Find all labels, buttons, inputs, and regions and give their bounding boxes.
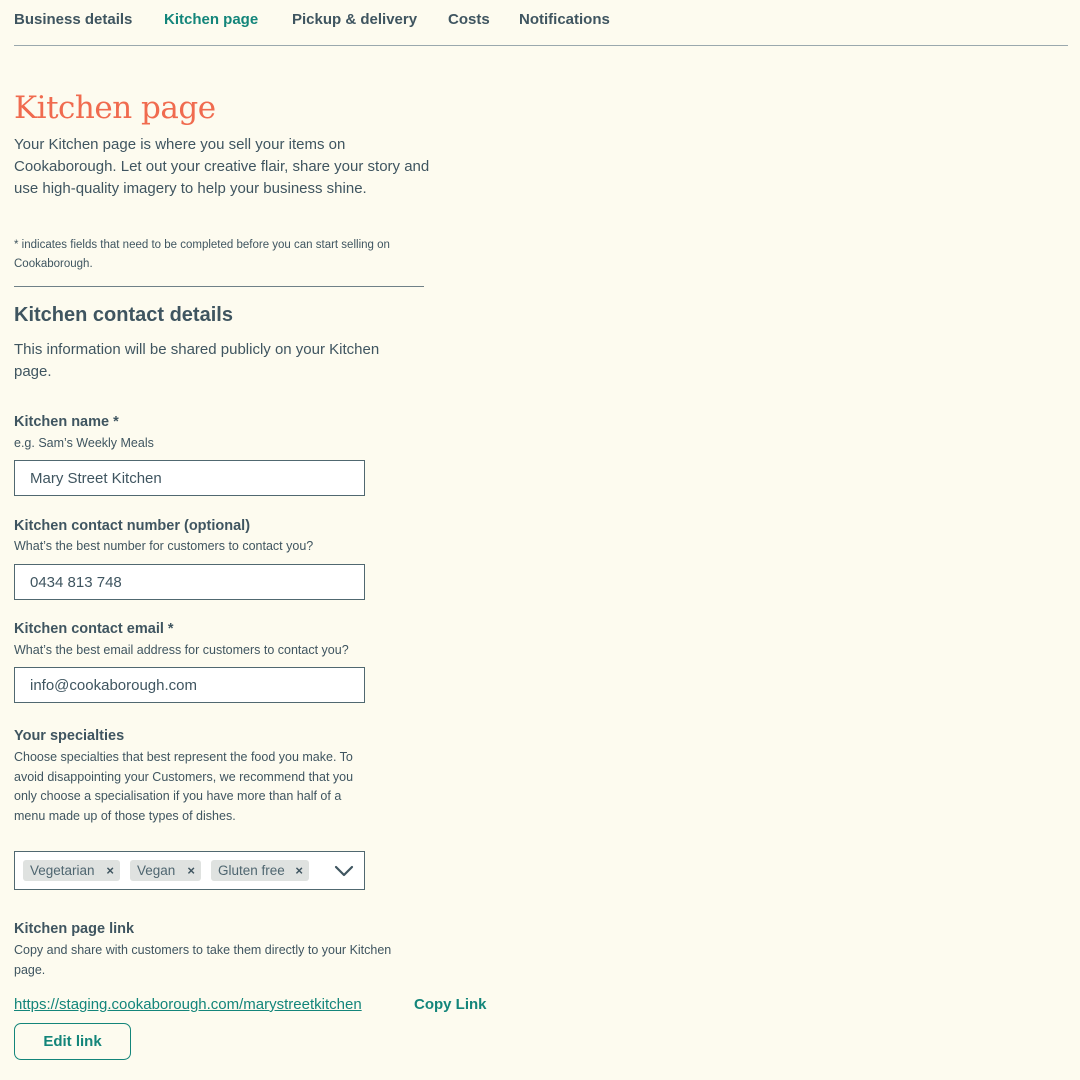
page-link-label: Kitchen page link [14,921,135,937]
section-title: Kitchen contact details [14,304,233,326]
kitchen-name-hint: e.g. Sam’s Weekly Meals [14,436,154,450]
edit-link-button[interactable]: Edit link [14,1023,131,1060]
tab-pickup-delivery[interactable]: Pickup & delivery [292,11,418,28]
section-description: This information will be shared publicly on your Kitchen page. [14,341,380,380]
specialties-multiselect[interactable] [14,851,365,890]
kitchen-name-label: Kitchen name * [14,414,119,430]
contact-email-hint: What’s the best email address for customers to contact you? [14,643,349,657]
specialties-label: Your specialties [14,728,125,744]
tab-business-details[interactable]: Business details [14,11,133,28]
specialty-chip [23,860,120,881]
chevron-down-icon[interactable] [334,861,354,881]
contact-number-input[interactable] [14,564,365,600]
tab-costs[interactable]: Costs [448,11,490,28]
section-divider [14,286,424,287]
contact-email-input[interactable] [14,667,365,703]
page-link-hint: Copy and share with customers to take them directly to your Kitchen page. [14,943,392,977]
specialty-chip-label: Gluten free [218,863,285,878]
remove-chip-icon[interactable]: × [295,863,303,878]
required-fields-note: * indicates fields that need to be completed before you can start selling on Cookaborough. [14,239,390,270]
copy-link-button[interactable]: Copy Link [414,996,487,1013]
specialties-hint: Choose specialties that best represent the food you make. To avoid disappointing your Customers, we recommend that you only choose a specialisation if you have more than half of a menu made up of those types of dishes. [14,750,354,823]
settings-tabs [14,0,1068,46]
tab-notifications[interactable]: Notifications [519,11,610,28]
remove-chip-icon[interactable]: × [106,863,114,878]
kitchen-name-input[interactable] [14,460,365,496]
page-intro: Your Kitchen page is where you sell your items on Cookaborough. Let out your creative flair, share your story and use high-quality imagery to help your business shine. [14,136,430,197]
specialty-chip [211,860,309,881]
remove-chip-icon[interactable]: × [187,863,195,878]
specialty-chip-label: Vegetarian [30,863,95,878]
specialty-chip [130,860,201,881]
tab-kitchen-page[interactable]: Kitchen page [164,11,259,28]
contact-number-label: Kitchen contact number (optional) [14,518,251,534]
page-title: Kitchen page [14,90,216,126]
contact-email-label: Kitchen contact email * [14,621,174,637]
contact-number-hint: What’s the best number for customers to contact you? [14,539,314,553]
kitchen-page-url-link[interactable]: https://staging.cookaborough.com/marystreetkitchen [14,996,362,1013]
specialty-chip-label: Vegan [137,863,176,878]
